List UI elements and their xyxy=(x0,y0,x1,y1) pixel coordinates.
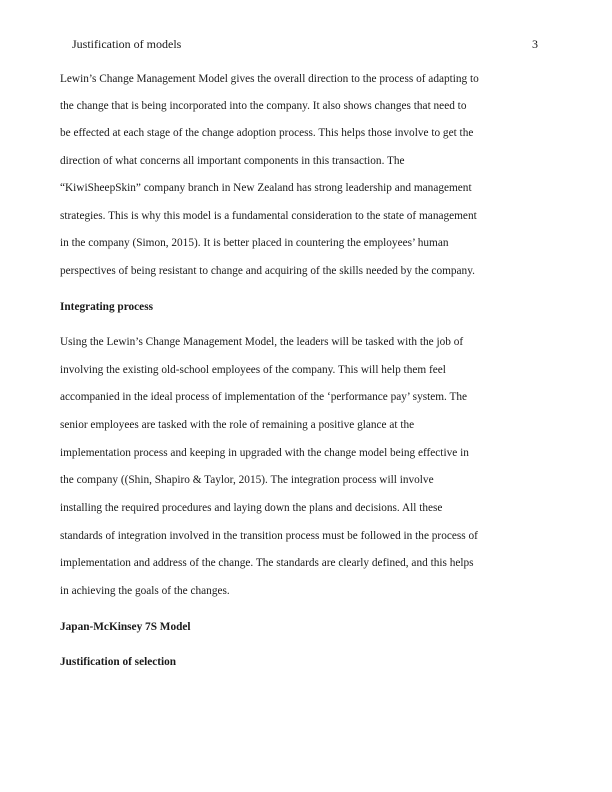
text-line: the change that is being incorporated into the company. It also shows changes that need to xyxy=(60,100,467,112)
section-heading-justification: Justification of selection xyxy=(60,656,177,668)
text-line: strategies. This is why this model is a fundamental consideration to the state of management xyxy=(60,210,477,222)
text-line: the company ((Shin, Shapiro & Taylor, 2015). The integration process will involve xyxy=(60,474,434,486)
text-line: perspectives of being resistant to change and acquiring of the skills needed by the company. xyxy=(60,265,475,277)
running-head: Justification of models xyxy=(72,37,182,51)
text-line: implementation and address of the change. The standards are clearly defined, and this helps xyxy=(60,557,474,569)
text-line: accompanied in the ideal process of implementation of the ‘performance pay’ system. The xyxy=(60,391,468,403)
text-line: in the company (Simon, 2015). It is better placed in countering the employees’ human xyxy=(60,237,449,249)
section-heading-7s-model: Japan-McKinsey 7S Model xyxy=(60,621,191,633)
text-line: be effected at each stage of the change adoption process. This helps those involve to get the xyxy=(60,127,474,139)
text-line: “KiwiSheepSkin” company branch in New Zealand has strong leadership and management xyxy=(60,182,472,194)
text-line: in achieving the goals of the changes. xyxy=(60,585,230,597)
section-heading-integrating-process: Integrating process xyxy=(60,301,153,313)
text-line: senior employees are tasked with the role of remaining a positive glance at the xyxy=(60,419,415,431)
text-line: standards of integration involved in the transition process must be followed in the process of xyxy=(60,530,478,542)
text-line: Lewin’s Change Management Model gives the overall direction to the process of adapting to xyxy=(60,73,479,85)
page-number: 3 xyxy=(532,37,538,51)
text-line: involving the existing old-school employees of the company. This will help them feel xyxy=(60,364,446,376)
text-line: Using the Lewin’s Change Management Model, the leaders will be tasked with the job of xyxy=(60,336,464,348)
text-line: implementation process and keeping in upgraded with the change model being effective in xyxy=(60,447,469,459)
text-line: direction of what concerns all important components in this transaction. The xyxy=(60,155,405,167)
text-line: installing the required procedures and laying down the plans and decisions. All these xyxy=(60,502,443,514)
